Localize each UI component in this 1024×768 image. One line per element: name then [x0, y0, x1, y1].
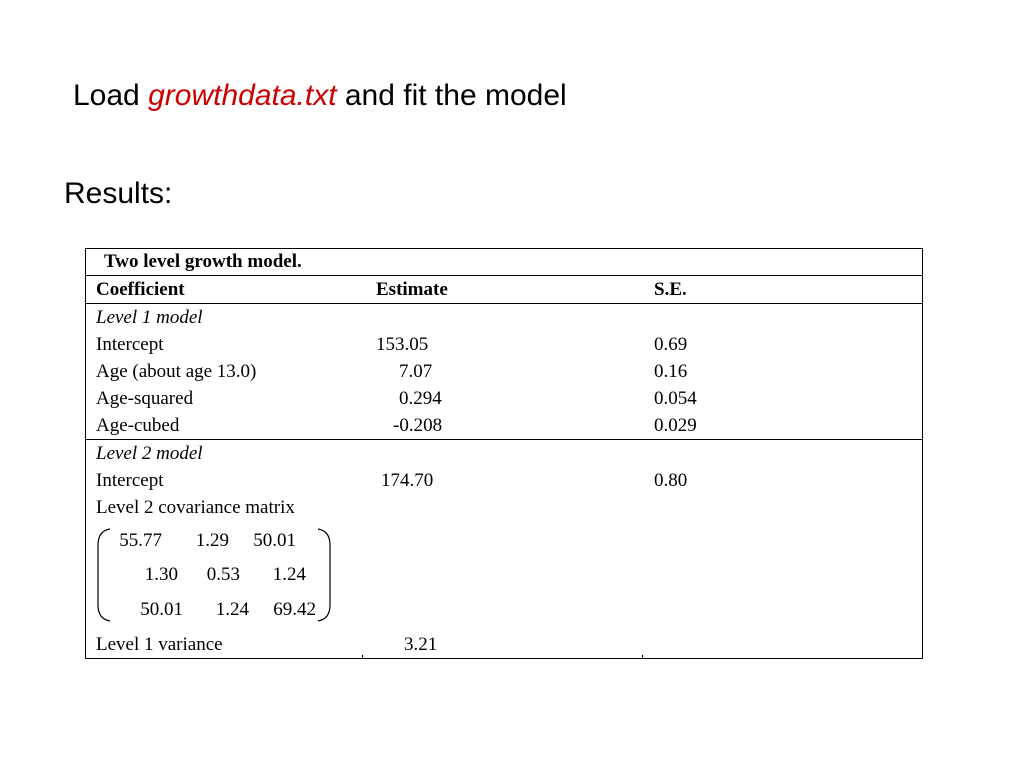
column-tick	[362, 655, 363, 659]
row-se: 0.054	[654, 388, 697, 409]
header-coefficient: Coefficient	[96, 279, 185, 300]
matrix-cell: 1.30	[144, 564, 178, 585]
matrix-cell: 1.29	[195, 530, 229, 551]
level1-title: Level 1 model	[96, 307, 203, 328]
row-se: 0.16	[654, 361, 688, 382]
header-estimate: Estimate	[376, 279, 448, 300]
table-divider	[86, 275, 922, 276]
matrix-cell: 55.77	[119, 530, 162, 551]
matrix-cell: 1.24	[272, 564, 306, 585]
row-estimate: 3.21	[404, 634, 438, 655]
row-estimate: -0.208	[393, 415, 443, 436]
table-title: Two level growth model.	[104, 251, 302, 272]
matrix-cell: 50.01	[140, 599, 183, 620]
covariance-matrix	[96, 525, 334, 625]
slide-heading	[73, 78, 567, 114]
results-table	[85, 248, 923, 659]
matrix-cell: 0.53	[206, 564, 240, 585]
matrix-cell: 69.42	[273, 599, 316, 620]
heading-suffix: and fit the model	[344, 79, 567, 112]
heading-filename: growthdata.txt	[148, 79, 337, 112]
matrix-cell: 50.01	[253, 530, 296, 551]
row-coef: Age-cubed	[96, 415, 180, 436]
header-se: S.E.	[654, 279, 687, 300]
row-estimate: 153.05	[376, 334, 429, 355]
row-coef: Intercept	[96, 334, 164, 355]
row-se: 0.80	[654, 470, 688, 491]
table-divider	[86, 439, 922, 440]
row-se: 0.029	[654, 415, 697, 436]
matrix-cell: 1.24	[215, 599, 249, 620]
row-estimate: 0.294	[399, 388, 442, 409]
row-coef: Age-squared	[96, 388, 194, 409]
row-coef: Level 1 variance	[96, 634, 223, 655]
level2-title: Level 2 model	[96, 443, 203, 464]
row-estimate: 7.07	[399, 361, 433, 382]
row-coef: Age (about age 13.0)	[96, 361, 257, 382]
table-divider	[86, 303, 922, 304]
heading-prefix: Load	[73, 79, 140, 112]
covariance-label: Level 2 covariance matrix	[96, 497, 295, 518]
column-tick	[642, 655, 643, 659]
row-estimate: 174.70	[381, 470, 434, 491]
results-label: Results:	[64, 177, 173, 210]
row-se: 0.69	[654, 334, 688, 355]
row-coef: Intercept	[96, 470, 164, 491]
